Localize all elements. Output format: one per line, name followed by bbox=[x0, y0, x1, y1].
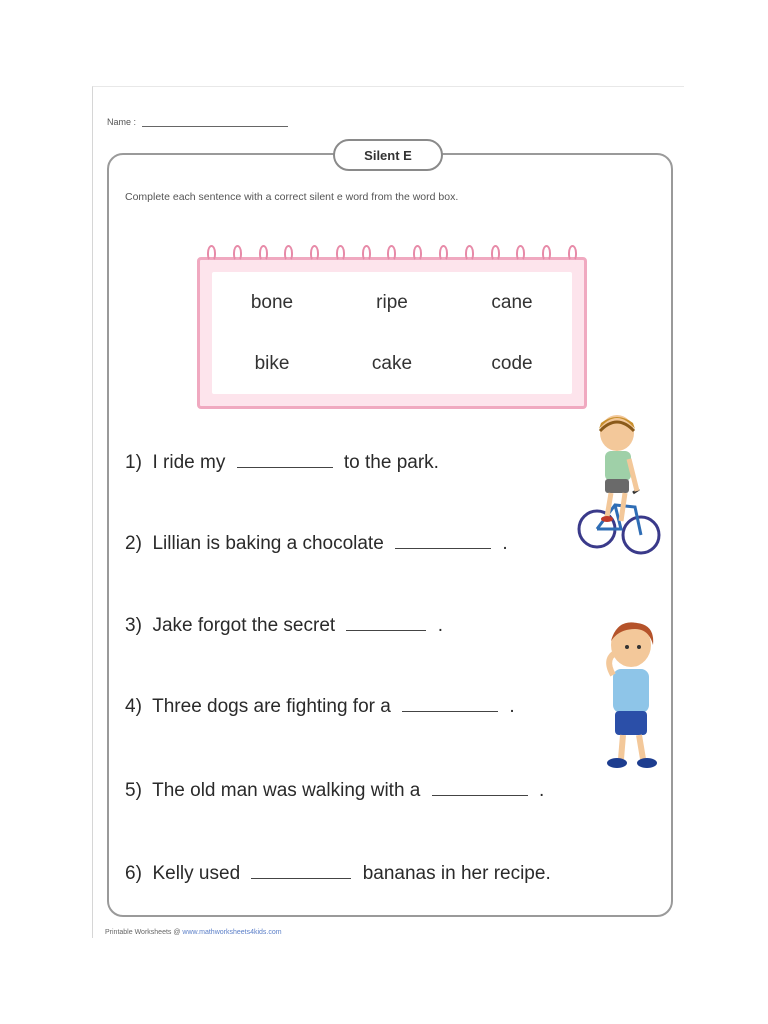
spiral-coil bbox=[233, 245, 242, 261]
spiral-coil bbox=[259, 245, 268, 261]
answer-blank[interactable] bbox=[237, 449, 333, 468]
sentence-number: 2) bbox=[125, 533, 142, 554]
sentence-text-before: Three dogs are fighting for a bbox=[152, 696, 391, 717]
sentence-text-after: . bbox=[509, 696, 515, 717]
sentence-text-after: to the park. bbox=[343, 452, 439, 473]
sentence-4 bbox=[125, 693, 515, 718]
sentence-text-before: I ride my bbox=[152, 452, 226, 473]
word-box-item: ripe bbox=[376, 291, 408, 313]
sentence-text-after: . bbox=[502, 533, 508, 554]
sentence-text-before: Kelly used bbox=[152, 863, 241, 884]
sentence-3 bbox=[125, 612, 443, 637]
spiral-coil bbox=[310, 245, 319, 261]
sentence-5 bbox=[125, 777, 544, 802]
spiral-coil bbox=[284, 245, 293, 261]
word-box-item: cake bbox=[371, 352, 413, 374]
name-field-row bbox=[107, 117, 288, 127]
spiral-coil bbox=[439, 245, 448, 261]
instructions: Complete each sentence with a correct silent e word from the word box. bbox=[125, 191, 459, 203]
sentence-text-after: . bbox=[538, 780, 545, 801]
sentence-number: 5) bbox=[125, 780, 142, 801]
word-box-item: cane bbox=[491, 291, 533, 313]
answer-blank[interactable] bbox=[432, 777, 528, 796]
spiral-coil bbox=[336, 245, 345, 261]
spiral-coil bbox=[542, 245, 551, 261]
spiral-coil bbox=[387, 245, 396, 261]
answer-blank[interactable] bbox=[402, 693, 498, 712]
word-box-inner bbox=[212, 272, 572, 394]
word-box-item: code bbox=[491, 352, 533, 374]
sentence-text-after: . bbox=[437, 615, 444, 636]
spiral-coil bbox=[362, 245, 371, 261]
sentence-number: 1) bbox=[125, 452, 142, 473]
sentence-text-before: The old man was walking with a bbox=[152, 780, 421, 801]
sentence-number: 6) bbox=[125, 863, 142, 884]
word-box bbox=[197, 257, 587, 409]
answer-blank[interactable] bbox=[346, 612, 426, 631]
answer-blank[interactable] bbox=[395, 530, 491, 549]
sentence-1 bbox=[125, 449, 439, 474]
sentence-number: 3) bbox=[125, 615, 142, 636]
word-box-item: bone bbox=[250, 291, 294, 313]
word-box-item: bike bbox=[254, 352, 290, 374]
spiral-coil bbox=[491, 245, 500, 261]
boy-on-bike-illustration bbox=[577, 409, 661, 557]
sentence-text-after: bananas in her recipe. bbox=[362, 863, 551, 884]
thinking-boy-illustration bbox=[597, 617, 665, 771]
spiral-coil bbox=[207, 245, 216, 261]
name-line[interactable] bbox=[142, 117, 288, 127]
footer bbox=[105, 929, 282, 936]
sentence-2 bbox=[125, 530, 508, 555]
worksheet-title bbox=[333, 139, 443, 171]
spiral-coil bbox=[465, 245, 474, 261]
spiral-coil bbox=[516, 245, 525, 261]
spiral-coil bbox=[568, 245, 577, 261]
sentence-text-before: Jake forgot the secret bbox=[152, 615, 336, 636]
sentence-number: 4) bbox=[125, 696, 142, 717]
answer-blank[interactable] bbox=[251, 860, 351, 879]
spiral-coil bbox=[413, 245, 422, 261]
spiral-binding bbox=[201, 245, 583, 265]
footer-text: Printable Worksheets @ bbox=[105, 929, 181, 936]
worksheet bbox=[92, 86, 684, 938]
name-label: Name : bbox=[107, 117, 137, 127]
footer-link[interactable]: www.mathworksheets4kids.com bbox=[182, 929, 282, 936]
sentence-text-before: Lillian is baking a chocolate bbox=[152, 533, 384, 554]
title-text: Silent E bbox=[364, 147, 412, 163]
sentence-6 bbox=[125, 860, 551, 885]
